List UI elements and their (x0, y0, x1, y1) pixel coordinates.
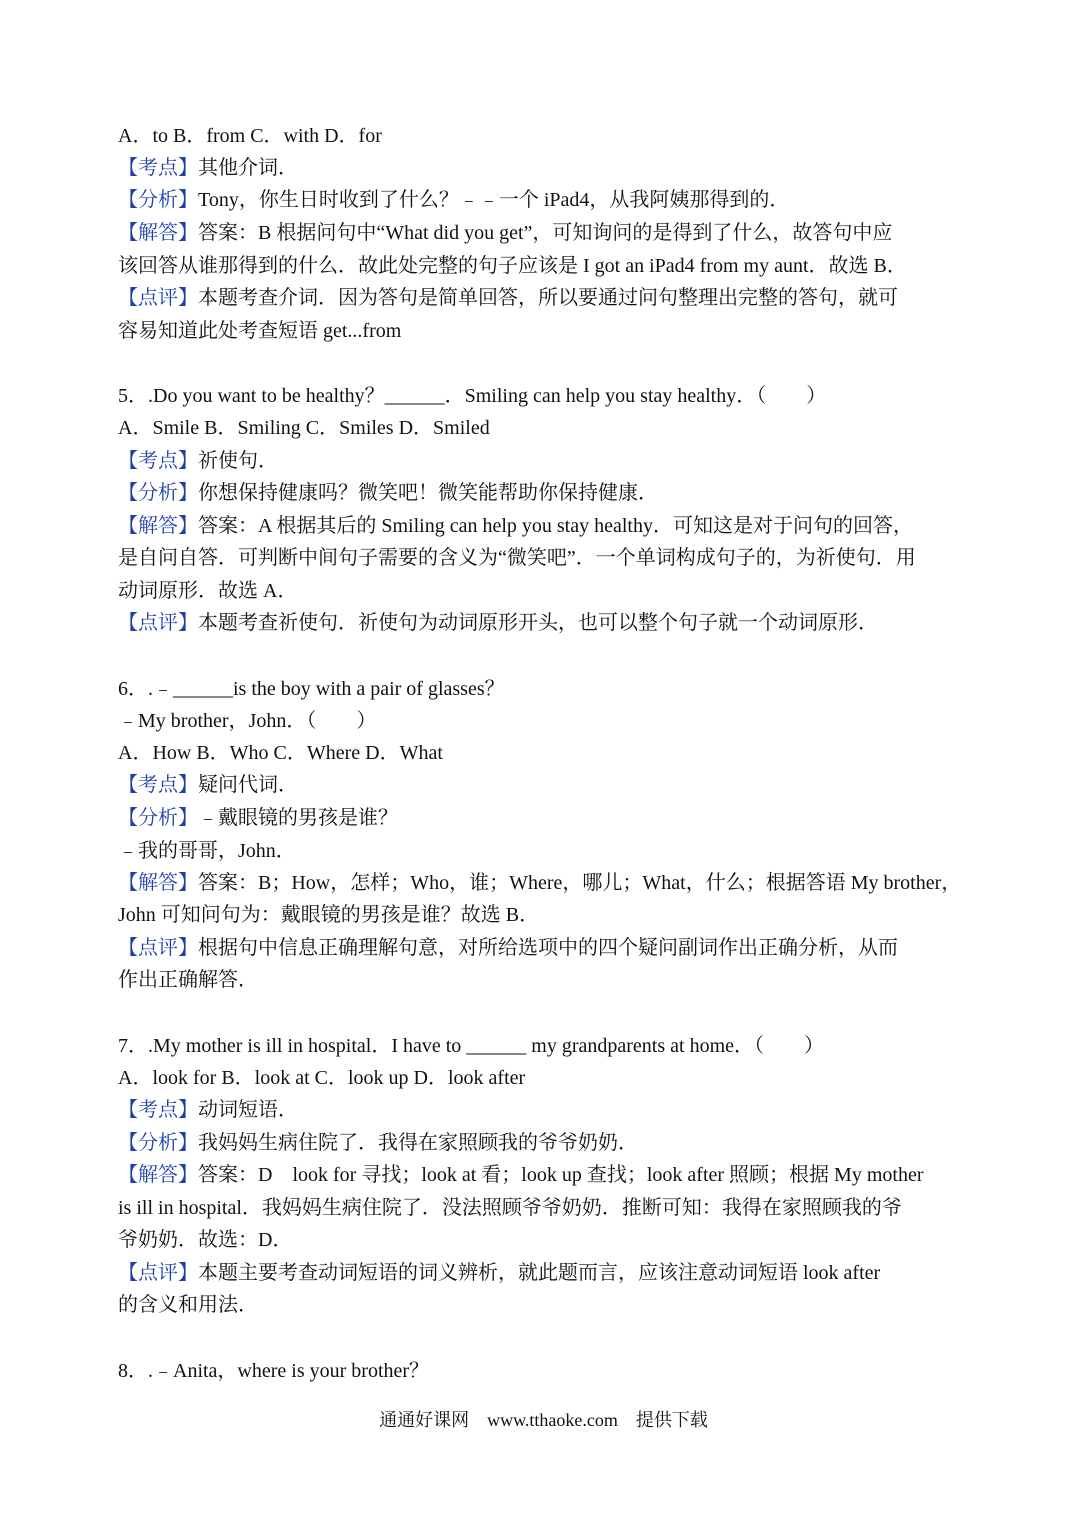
jieda-tag: 【解答】 (118, 515, 198, 537)
dianping-tag: 【点评】 (118, 937, 198, 959)
q7-jieda-cont: 爷奶奶．故选：D． (118, 1229, 293, 1251)
q5-jieda-cont: 动词原形．故选 A． (118, 580, 298, 602)
q4-jieda-cont: 该回答从谁那得到的什么．故此处完整的句子应该是 I got an iPad4 from my aunt．故选 B． (118, 255, 907, 277)
q6-dianping-cont: 作出正确解答． (118, 969, 258, 991)
q6-answer-line: ﹣My brother，John．（ ） (118, 710, 377, 732)
q4-dianping (118, 285, 975, 311)
kaodian-tag: 【考点】 (118, 450, 198, 472)
q6-dianping (118, 935, 975, 961)
q5-kaodian (118, 448, 975, 474)
dianping-tag: 【点评】 (118, 287, 198, 309)
q7-options: A．look for B．look at C．look up D．look after (118, 1067, 526, 1089)
q7-dianping-line: 本题主要考查动词短语的词义辨析，就此题而言，应该注意动词短语 look after (198, 1262, 881, 1284)
q7-question: 7．.My mother is ill in hospital．I have to ______ my grandparents at home．（ ） (118, 1035, 825, 1057)
q4-dianping-cont: 容易知道此处考查短语 get...from (118, 320, 402, 342)
q7-jieda-cont: is ill in hospital．我妈妈生病住院了．没法照顾爷爷奶奶．推断可知：我得在家照顾我的爷 (118, 1197, 902, 1219)
q5-jieda-line: 答案：A 根据其后的 Smiling can help you stay healthy．可知这是对于问句的回答， (198, 515, 913, 537)
q6-options: A．How B．Who C．Where D．What (118, 742, 443, 764)
q7-kaodian (118, 1097, 975, 1123)
q6-jieda-cont: John 可知问句为：戴眼镜的男孩是谁？故选 B． (118, 904, 540, 926)
q5-dianping-line: 本题考查祈使句．祈使句为动词原形开头，也可以整个句子就一个动词原形． (198, 612, 878, 634)
fenxi-tag: 【分析】 (118, 807, 198, 829)
q5-kaodian-text: 祈使句． (198, 450, 278, 472)
dianping-tag: 【点评】 (118, 1262, 198, 1284)
q7-jieda (118, 1162, 975, 1188)
q5-fenxi (118, 480, 975, 506)
q5-options: A．Smile B．Smiling C．Smiles D．Smiled (118, 417, 490, 439)
q4-kaodian (118, 155, 975, 181)
q6-kaodian (118, 772, 975, 798)
q6-fenxi (118, 805, 975, 831)
q5-question: 5．.Do you want to be healthy？______．Smiling can help you stay healthy．（ ） (118, 385, 827, 407)
q7-kaodian-text: 动词短语． (198, 1099, 298, 1121)
q7-dianping-cont: 的含义和用法． (118, 1294, 258, 1316)
q6-fenxi-cont: ﹣我的哥哥，John． (118, 840, 296, 862)
q4-fenxi (118, 187, 975, 213)
dianping-tag: 【点评】 (118, 612, 198, 634)
q5-jieda (118, 513, 975, 539)
fenxi-tag: 【分析】 (118, 1132, 198, 1154)
kaodian-tag: 【考点】 (118, 1099, 198, 1121)
fenxi-tag: 【分析】 (118, 189, 198, 211)
kaodian-tag: 【考点】 (118, 774, 198, 796)
q4-jieda (118, 220, 975, 246)
fenxi-tag: 【分析】 (118, 482, 198, 504)
q7-fenxi (118, 1130, 975, 1156)
q4-options: A．to B．from C．with D．for (118, 125, 382, 147)
jieda-tag: 【解答】 (118, 222, 198, 244)
q4-jieda-line: 答案：B 根据问句中“What did you get”，可知询问的是得到了什么，故答句中应 (198, 222, 893, 244)
page-footer: 通通好课网 www.tthaoke.com 提供下载 (379, 1410, 708, 1430)
q6-jieda (118, 870, 975, 896)
q4-fenxi-text: Tony，你生日时收到了什么？﹣﹣一个 iPad4，从我阿姨那得到的． (198, 189, 790, 211)
q4-dianping-line: 本题考查介词．因为答句是简单回答，所以要通过问句整理出完整的答句，就可 (198, 287, 898, 309)
q7-fenxi-text: 我妈妈生病住院了．我得在家照顾我的爷爷奶奶． (198, 1132, 638, 1154)
q6-dianping-line: 根据句中信息正确理解句意，对所给选项中的四个疑问副词作出正确分析，从而 (198, 937, 898, 959)
q7-dianping (118, 1260, 975, 1286)
q8-question: 8．.﹣Anita，where is your brother？ (118, 1360, 430, 1382)
q6-jieda-line: 答案：B；How，怎样；Who，谁；Where，哪儿；What，什么；根据答语 My brother， (198, 872, 962, 894)
q6-kaodian-text: 疑问代词． (198, 774, 298, 796)
jieda-tag: 【解答】 (118, 872, 198, 894)
kaodian-tag: 【考点】 (118, 157, 198, 179)
q6-fenxi-text: ﹣戴眼镜的男孩是谁？ (198, 807, 398, 829)
q5-jieda-cont: 是自问自答．可判断中间句子需要的含义为“微笑吧”．一个单词构成句子的，为祈使句．用 (118, 547, 916, 569)
q5-fenxi-text: 你想保持健康吗？微笑吧！微笑能帮助你保持健康． (198, 482, 658, 504)
jieda-tag: 【解答】 (118, 1164, 198, 1186)
q6-question: 6．.﹣______is the boy with a pair of glasses？ (118, 678, 505, 700)
q7-jieda-line: 答案：D look for 寻找；look at 看；look up 查找；look after 照顾；根据 My mother (198, 1164, 924, 1186)
q4-kaodian-text: 其他介词． (198, 157, 298, 179)
q5-dianping (118, 610, 975, 636)
